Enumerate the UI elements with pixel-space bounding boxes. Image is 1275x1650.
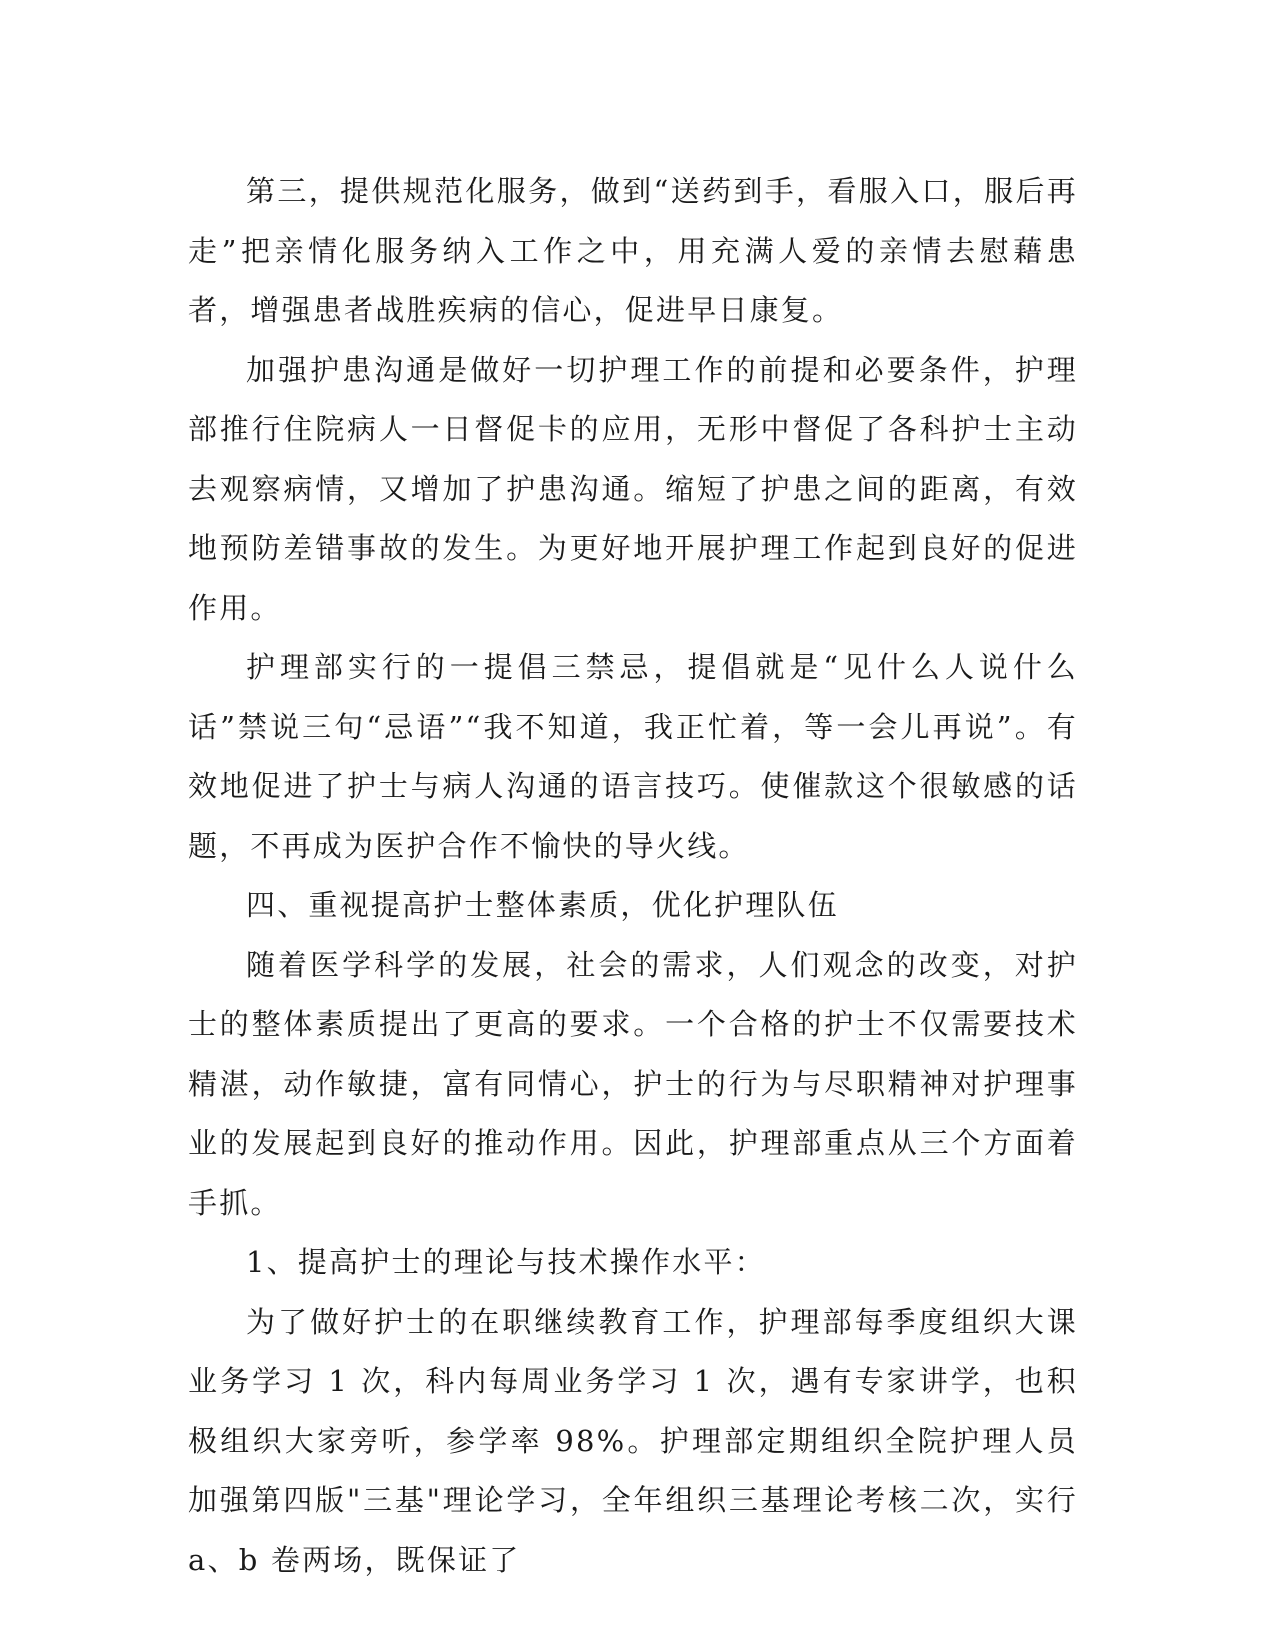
paragraph-continuing-education: 为了做好护士的在职继续教育工作，护理部每季度组织大课业务学习 1 次，科内每周业务学习 1 次，遇有专家讲学，也积极组织大家旁听，参学率 98%。护理部定期组织全院护理人员加强第四版"三基"理论学习，全年组织三基理论考核二次，实行 a、b 卷两场，既保证了 [188,1304,1078,1577]
paragraph-third-standardized-service: 第三，提供规范化服务，做到“送药到手，看服入口，服后再走”把亲情化服务纳入工作之中，用充满人爱的亲情去慰藉患者，增强患者战胜疾病的信心，促进早日康复。 [188,174,1078,327]
paragraph-one-advocacy-three-taboos: 护理部实行的一提倡三禁忌，提倡就是“见什么人说什么话”禁说三句“忌语”“我不知道，我正忙着，等一会儿再说”。有效地促进了护士与病人沟通的语言技巧。使催款这个很敏感的话题，不再成为医护合作不愉快的导火线。 [188,650,1078,863]
paragraph-overall-quality: 随着医学科学的发展，社会的需求，人们观念的改变，对护士的整体素质提出了更高的要求。一个合格的护士不仅需要技术精湛，动作敏捷，富有同情心，护士的行为与尽职精神对护理事业的发展起到良好的推动作用。因此，护理部重点从三个方面着手抓。 [188,947,1078,1220]
paragraph-nurse-patient-communication: 加强护患沟通是做好一切护理工作的前提和必要条件，护理部推行住院病人一日督促卡的应用，无形中督促了各科护士主动去观察病情，又增加了护患沟通。缩短了护患之间的距离，有效地预防差错事故的发生。为更好地开展护理工作起到良好的促进作用。 [188,352,1078,625]
section-heading-four: 四、重视提高护士整体素质，优化护理队伍 [246,888,839,922]
subheading-theory-and-skills: 1、提高护士的理论与技术操作水平： [246,1245,766,1279]
document-body [188,162,1078,1590]
